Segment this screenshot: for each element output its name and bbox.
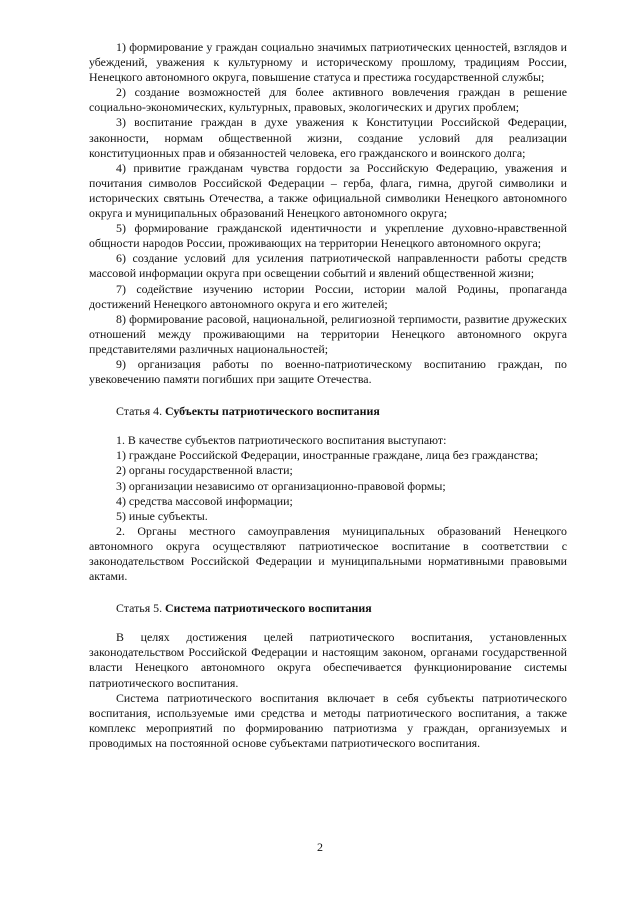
article5-title: Система патриотического воспитания: [165, 601, 372, 616]
paragraph: 5) иные субъекты.: [116, 508, 208, 523]
list-item: 7) содействие изучению истории России, истории малой Родины, пропаганда достижений Ненецкого автономного округа и его жителей;: [89, 281, 567, 311]
paragraph: 1) граждане Российской Федерации, иностранные граждане, лица без гражданства;: [116, 448, 539, 463]
list-item: 5) формирование гражданской идентичности и укрепление духовно-нравственной общности народов России, проживающих на территории Ненецкого автономного округа;: [89, 221, 567, 251]
article5-prefix: Статья 5.: [116, 601, 166, 616]
article3-items: [89, 40, 567, 387]
paragraph: 2. Органы местного самоуправления муниципальных образований Ненецкого автономного округа осуществляют патриотическое воспитание в соответствии с законодательством Российской Федерации и муниципальными нормативными правовыми актами.: [89, 523, 567, 584]
paragraph: 1. В качестве субъектов патриотического воспитания выступают:: [116, 433, 447, 448]
list-item: 9) организация работы по военно-патриотическому воспитанию граждан, по увековечению памяти погибших при защите Отечества.: [89, 356, 567, 387]
article4-body: [89, 433, 567, 584]
list-item: 4) привитие гражданам чувства гордости за Российскую Федерацию, уважения и почитания символов Российской Федерации – герба, флага, гимна, другой символики и исторических святынь Отечества, а также официальной символики Ненецкого автономного округа и муниципальных образований Ненецкого автономного округа;: [89, 160, 567, 221]
list-item: 8) формирование расовой, национальной, религиозной терпимости, развитие дружеских отношений между проживающими на территории Ненецкого автономного округа представителями различных национальностей;: [89, 311, 567, 356]
paragraph: 2) органы государственной власти;: [116, 463, 293, 478]
paragraph: 4) средства массовой информации;: [116, 493, 293, 508]
article5-heading: [89, 601, 567, 616]
list-item: 6) создание условий для усиления патриотической направленности работы средств массовой информации округа при освещении событий и явлений общественной жизни;: [89, 251, 567, 281]
article4-heading: [89, 404, 567, 419]
page-number: 2: [317, 840, 323, 854]
article4-prefix: Статья 4.: [116, 404, 166, 419]
article5-body: [89, 630, 567, 751]
article4-title: Субъекты патриотического воспитания: [165, 404, 380, 419]
paragraph: Система патриотического воспитания включает в себя субъекты патриотического воспитания, используемые ими средства и методы патриотического воспитания, а также комплекс мероприятий по формированию патриотизма у граждан, организуемых и проводимых на постоянной основе субъектами патриотического воспитания.: [89, 690, 567, 750]
list-item: 2) создание возможностей для более активного вовлечения граждан в решение социально-экономических, культурных, правовых, экологических и других проблем;: [89, 85, 567, 115]
list-item: 3) воспитание граждан в духе уважения к Конституции Российской Федерации, законности, нормам общественной жизни, создание условий для реализации конституционных прав и обязанностей человека, его гражданского и воинского долга;: [89, 115, 567, 160]
paragraph: В целях достижения целей патриотического воспитания, установленных законодательством Российской Федерации и настоящим законом, органами государственной власти Ненецкого автономного округа обеспечивается функционирование системы патриотического воспитания.: [89, 630, 567, 690]
document-page: [89, 40, 567, 751]
list-item: 1) формирование у граждан социально значимых патриотических ценностей, взглядов и убеждений, уважения к культурному и историческому прошлому, традициям России, Ненецкого автономного округа, повышение статуса и престижа государственной службы;: [89, 40, 567, 85]
paragraph: 3) организации независимо от организационно-правовой формы;: [116, 478, 446, 493]
